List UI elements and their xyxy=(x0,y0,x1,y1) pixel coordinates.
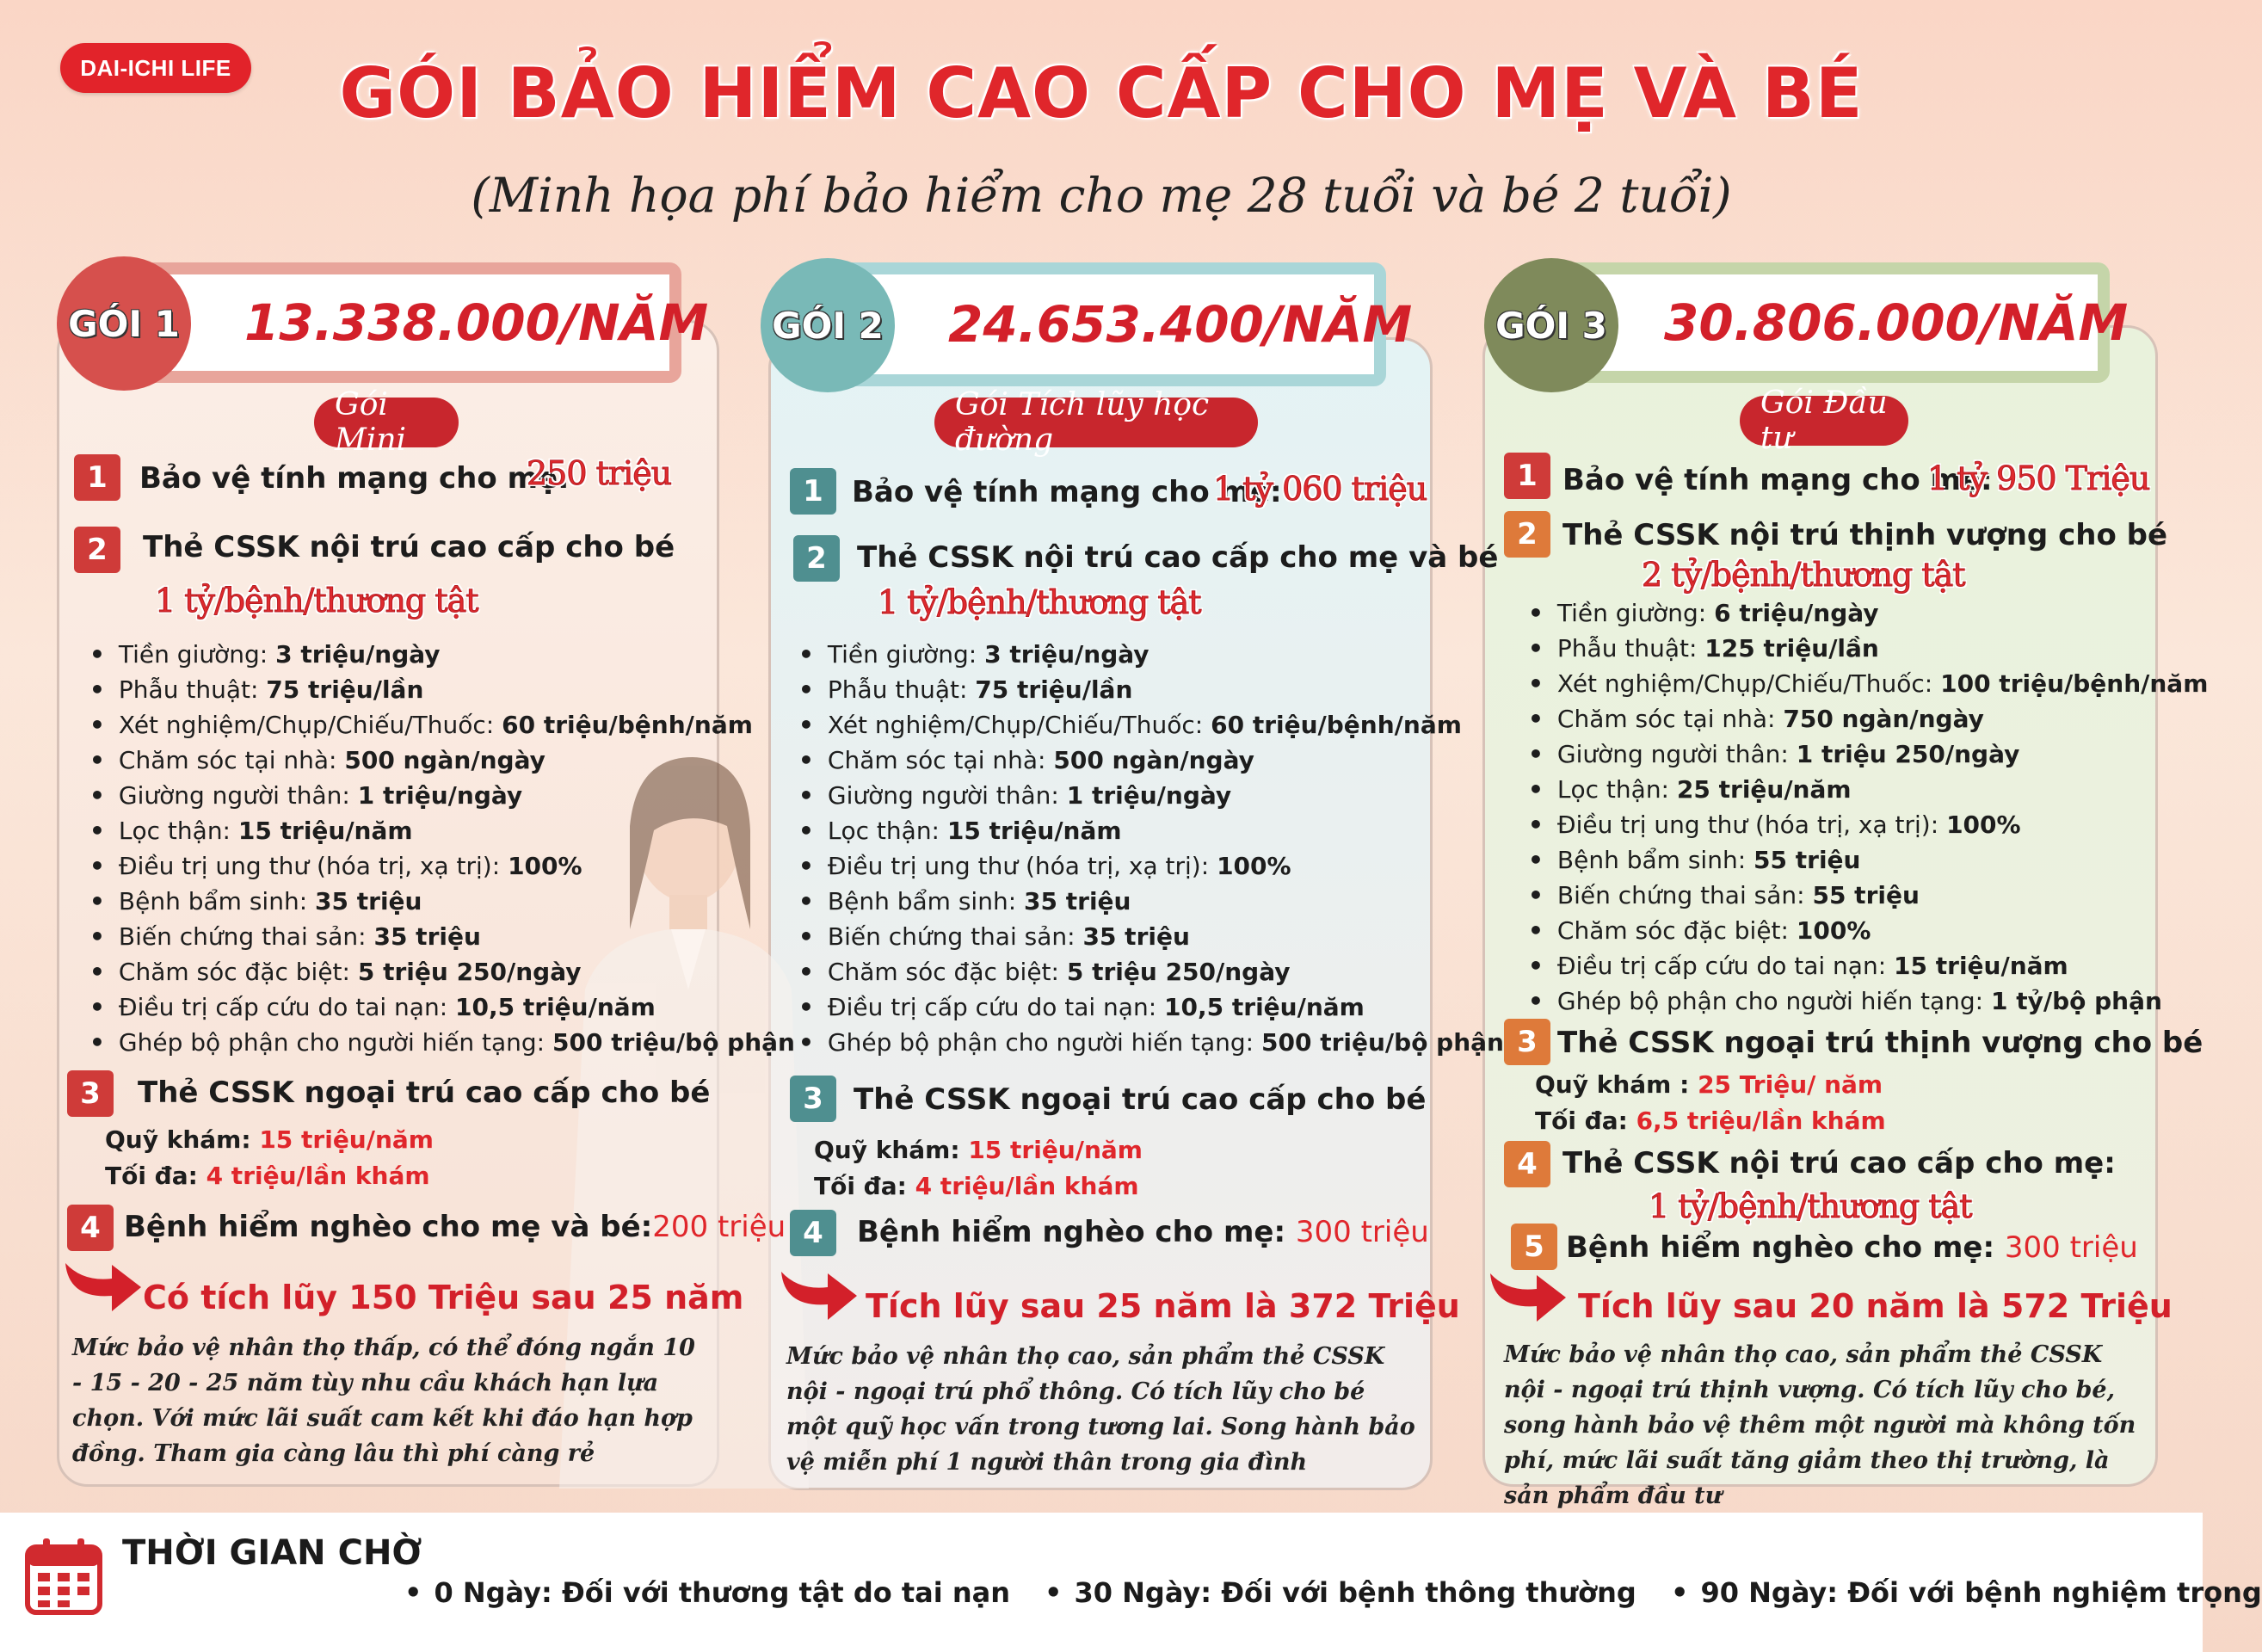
p1-section-3-label: Thẻ CSSK ngoại trú cao cấp cho bé xyxy=(138,1076,711,1110)
package-1-name: Gói Mini xyxy=(314,398,459,447)
benefit-item: • Tiền giường: 3 triệu/ngày xyxy=(798,637,1504,672)
benefit-item: • Chăm sóc tại nhà: 500 ngàn/ngày xyxy=(89,743,795,778)
p3-outpatient-fund: Quỹ khám : 25 Triệu/ năm xyxy=(1535,1070,1883,1099)
package-1-price: 13.338.000/NĂM xyxy=(244,293,709,352)
p2-benefit-list xyxy=(798,637,1504,1060)
benefit-item: • Phẫu thuật: 75 triệu/lần xyxy=(89,672,795,707)
benefit-item: • Biến chứng thai sản: 35 triệu xyxy=(89,919,795,954)
benefit-item: • Lọc thận: 15 triệu/năm xyxy=(798,813,1504,848)
package-2-price-box xyxy=(833,262,1413,386)
p3-section-5-label: Bệnh hiểm nghèo cho mẹ: 300 triệu xyxy=(1566,1230,2138,1265)
calendar-icon xyxy=(22,1535,105,1618)
waiting-title: THỜI GIAN CHỜ xyxy=(122,1533,422,1573)
p3-section-1-label: Bảo vệ tính mạng cho mẹ: xyxy=(1562,463,1993,497)
p2-section-2-label: Thẻ CSSK nội trú cao cấp cho mẹ và bé xyxy=(857,540,1499,575)
package-2-badge: GÓI 2 xyxy=(761,258,895,392)
p2-section-4-number: 4 xyxy=(790,1210,836,1256)
benefit-item: • Phẫu thuật: 125 triệu/lần xyxy=(1528,631,2208,666)
brand-logo: DAI-ICHI LIFE xyxy=(60,43,251,93)
p3-section-5-number: 5 xyxy=(1511,1224,1557,1270)
package-3-price-box xyxy=(1549,262,2129,383)
benefit-item: • Điều trị cấp cứu do tai nạn: 10,5 triệu/năm xyxy=(89,989,795,1025)
benefit-item: • Lọc thận: 15 triệu/năm xyxy=(89,813,795,848)
p1-section-4-number: 4 xyxy=(67,1205,114,1251)
benefit-item: • Tiền giường: 3 triệu/ngày xyxy=(89,637,795,672)
waiting-item: • 30 Ngày: Đối với bệnh thông thường xyxy=(1045,1576,1636,1609)
package-1-price-box xyxy=(120,262,709,383)
benefit-item: • Biến chứng thai sản: 55 triệu xyxy=(1528,878,2208,913)
p2-section-2-value: 1 tỷ/bệnh/thương tật xyxy=(878,583,1201,621)
p3-description: Mức bảo vệ nhân thọ cao, sản phẩm thẻ CSSK nội - ngoại trú thịnh vượng. Có tích lũy cho bé, song hành bảo vệ thêm một người mà không tốn phí, mức lãi suất tăng giảm theo thị trường, là sản phẩm đầu tư xyxy=(1504,1341,2136,1509)
p3-section-4-value: 1 tỷ/bệnh/thương tật xyxy=(1649,1187,1972,1225)
p1-accumulation: Có tích lũy 150 Triệu sau 25 năm xyxy=(143,1279,744,1316)
package-2-name: Gói Tích lũy học đường xyxy=(934,398,1258,447)
benefit-item: • Chăm sóc đặc biệt: 5 triệu 250/ngày xyxy=(89,954,795,989)
benefit-item: • Giường người thân: 1 triệu/ngày xyxy=(798,778,1504,813)
curved-arrow-icon xyxy=(776,1265,859,1325)
package-3-badge: GÓI 3 xyxy=(1484,258,1618,392)
waiting-item: • 0 Ngày: Đối với thương tật do tai nạn xyxy=(404,1576,1010,1609)
p3-section-4-label: Thẻ CSSK nội trú cao cấp cho mẹ: xyxy=(1562,1146,2116,1180)
p1-outpatient-max: Tối đa: 4 triệu/lần khám xyxy=(105,1162,430,1190)
p2-section-1-label: Bảo vệ tính mạng cho mẹ: xyxy=(852,475,1282,509)
package-1-badge: GÓI 1 xyxy=(57,256,191,391)
p3-section-2-label: Thẻ CSSK nội trú thịnh vượng cho bé xyxy=(1562,518,2168,552)
benefit-item: • Chăm sóc tại nhà: 500 ngàn/ngày xyxy=(798,743,1504,778)
package-3-price: 30.806.000/NĂM xyxy=(1664,293,2129,352)
p2-section-3-label: Thẻ CSSK ngoại trú cao cấp cho bé xyxy=(854,1082,1427,1117)
p2-section-1-number: 1 xyxy=(790,468,836,515)
benefit-item: • Điều trị cấp cứu do tai nạn: 15 triệu/năm xyxy=(1528,948,2208,983)
benefit-item: • Bệnh bẩm sinh: 35 triệu xyxy=(798,884,1504,919)
p2-description: Mức bảo vệ nhân thọ cao, sản phẩm thẻ CSSK nội - ngoại trú phổ thông. Có tích lũy cho bé một quỹ học vấn trong tương lai. Song hành bảo vệ miễn phí 1 người thân trong gia đình xyxy=(786,1343,1415,1476)
waiting-item: • 90 Ngày: Đối với bệnh nghiệm trọng xyxy=(1671,1576,2262,1609)
benefit-item: • Bệnh bẩm sinh: 35 triệu xyxy=(89,884,795,919)
benefit-item: • Ghép bộ phận cho người hiến tạng: 1 tỷ/bộ phận xyxy=(1528,983,2208,1019)
benefit-item: • Điều trị ung thư (hóa trị, xạ trị): 100% xyxy=(1528,807,2208,842)
p3-outpatient-max: Tối đa: 6,5 triệu/lần khám xyxy=(1535,1106,1886,1135)
p1-description: Mức bảo vệ nhân thọ thấp, có thể đóng ngắn 10 - 15 - 20 - 25 năm tùy nhu cầu khách hạn lựa chọn. Với mức lãi suất cam kết khi đáo hạn hợp đồng. Tham gia càng lâu thì phí càng rẻ xyxy=(72,1335,695,1467)
benefit-item: • Lọc thận: 25 triệu/năm xyxy=(1528,772,2208,807)
p2-outpatient-fund: Quỹ khám: 15 triệu/năm xyxy=(814,1136,1143,1164)
p1-section-4-label: Bệnh hiểm nghèo cho mẹ và bé:200 triệu xyxy=(124,1210,786,1244)
benefit-item: • Xét nghiệm/Chụp/Chiếu/Thuốc: 100 triệu/bệnh/năm xyxy=(1528,666,2208,701)
p2-section-3-number: 3 xyxy=(790,1076,836,1122)
p3-section-4-number: 4 xyxy=(1504,1141,1550,1187)
page-title: GÓI BẢO HIỂM CAO CẤP CHO MẸ VÀ BÉ xyxy=(339,53,1864,133)
benefit-item: • Xét nghiệm/Chụp/Chiếu/Thuốc: 60 triệu/bệnh/năm xyxy=(798,707,1504,743)
benefit-item: • Xét nghiệm/Chụp/Chiếu/Thuốc: 60 triệu/bệnh/năm xyxy=(89,707,795,743)
benefit-item: • Chăm sóc đặc biệt: 100% xyxy=(1528,913,2208,948)
benefit-item: • Điều trị ung thư (hóa trị, xạ trị): 100% xyxy=(798,848,1504,884)
package-2-price: 24.653.400/NĂM xyxy=(948,295,1413,354)
benefit-item: • Phẫu thuật: 75 triệu/lần xyxy=(798,672,1504,707)
benefit-item: • Điều trị cấp cứu do tai nạn: 10,5 triệu/năm xyxy=(798,989,1504,1025)
p1-section-2-label: Thẻ CSSK nội trú cao cấp cho bé xyxy=(143,530,675,564)
benefit-item: • Ghép bộ phận cho người hiến tạng: 500 triệu/bộ phận xyxy=(798,1025,1504,1060)
p3-accumulation: Tích lũy sau 20 năm là 572 Triệu xyxy=(1578,1287,2173,1325)
benefit-item: • Giường người thân: 1 triệu 250/ngày xyxy=(1528,737,2208,772)
p1-section-3-number: 3 xyxy=(67,1070,114,1117)
p3-section-3-label: Thẻ CSSK ngoại trú thịnh vượng cho bé xyxy=(1557,1026,2203,1060)
benefit-item: • Bệnh bẩm sinh: 55 triệu xyxy=(1528,842,2208,878)
p2-accumulation: Tích lũy sau 25 năm là 372 Triệu xyxy=(866,1287,1460,1325)
benefit-item: • Tiền giường: 6 triệu/ngày xyxy=(1528,595,2208,631)
benefit-item: • Điều trị ung thư (hóa trị, xạ trị): 100% xyxy=(89,848,795,884)
p2-section-4-label: Bệnh hiểm nghèo cho mẹ: 300 triệu xyxy=(857,1215,1429,1249)
p2-outpatient-max: Tối đa: 4 triệu/lần khám xyxy=(814,1172,1139,1200)
p3-section-1-value: 1 tỷ 950 Triệu xyxy=(1927,459,2150,497)
benefit-item: • Ghép bộ phận cho người hiến tạng: 500 triệu/bộ phận xyxy=(89,1025,795,1060)
p3-benefit-list xyxy=(1528,595,2208,1019)
benefit-item: • Chăm sóc tại nhà: 750 ngàn/ngày xyxy=(1528,701,2208,737)
p1-outpatient-fund: Quỹ khám: 15 triệu/năm xyxy=(105,1125,434,1154)
p2-section-2-number: 2 xyxy=(793,535,840,582)
p1-section-1-number: 1 xyxy=(74,454,120,501)
p1-benefit-list xyxy=(89,637,795,1060)
page-subtitle: (Minh họa phí bảo hiểm cho mẹ 28 tuổi và bé 2 tuổi) xyxy=(471,168,1732,223)
p3-section-2-number: 2 xyxy=(1504,511,1550,558)
p1-section-1-label: Bảo vệ tính mạng cho mẹ: xyxy=(139,461,570,496)
benefit-item: • Giường người thân: 1 triệu/ngày xyxy=(89,778,795,813)
curved-arrow-icon xyxy=(60,1256,143,1316)
curved-arrow-icon xyxy=(1485,1267,1568,1327)
p3-section-3-number: 3 xyxy=(1504,1019,1550,1065)
benefit-item: • Chăm sóc đặc biệt: 5 triệu 250/ngày xyxy=(798,954,1504,989)
p2-section-1-value: 1 tỷ 060 triệu xyxy=(1213,470,1427,508)
p3-section-1-number: 1 xyxy=(1504,453,1550,499)
p1-section-2-number: 2 xyxy=(74,527,120,573)
p1-section-2-value: 1 tỷ/bệnh/thương tật xyxy=(155,582,478,620)
p1-section-1-value: 250 triệu xyxy=(527,454,672,492)
benefit-item: • Biến chứng thai sản: 35 triệu xyxy=(798,919,1504,954)
p3-section-2-value: 2 tỷ/bệnh/thương tật xyxy=(1642,556,1965,594)
package-3-name: Gói Đầu tư xyxy=(1740,396,1908,446)
